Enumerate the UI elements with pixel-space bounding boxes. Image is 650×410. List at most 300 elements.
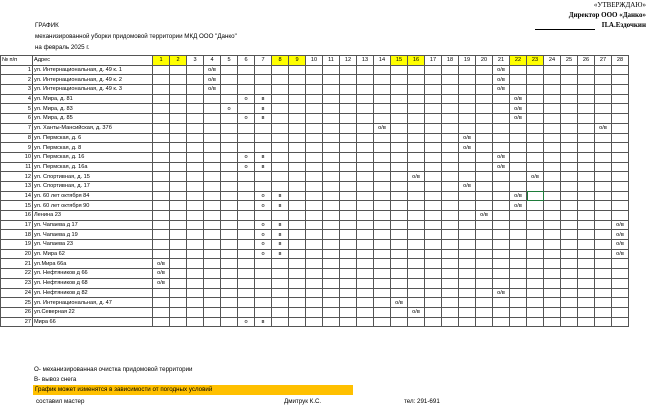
day-cell[interactable] — [561, 288, 578, 298]
day-cell[interactable] — [289, 75, 306, 85]
day-cell[interactable]: о/в — [459, 181, 476, 191]
day-cell[interactable]: в — [272, 220, 289, 230]
day-cell[interactable] — [578, 65, 595, 75]
day-cell[interactable] — [204, 269, 221, 279]
day-cell[interactable] — [323, 133, 340, 143]
day-cell[interactable] — [323, 65, 340, 75]
day-cell[interactable] — [323, 75, 340, 85]
day-cell[interactable] — [221, 307, 238, 317]
day-cell[interactable] — [595, 259, 612, 269]
day-cell[interactable] — [459, 123, 476, 133]
day-cell[interactable] — [459, 249, 476, 259]
day-cell[interactable] — [306, 123, 323, 133]
day-cell[interactable] — [595, 172, 612, 182]
day-cell[interactable] — [476, 181, 493, 191]
day-cell[interactable] — [408, 298, 425, 308]
day-cell[interactable] — [561, 211, 578, 221]
day-cell[interactable] — [442, 298, 459, 308]
day-cell[interactable] — [595, 317, 612, 327]
day-cell[interactable] — [578, 143, 595, 153]
day-cell[interactable] — [527, 317, 544, 327]
day-cell[interactable] — [544, 152, 561, 162]
day-cell[interactable] — [153, 114, 170, 124]
day-cell[interactable] — [544, 181, 561, 191]
day-cell[interactable]: о/в — [527, 172, 544, 182]
day-cell[interactable] — [221, 317, 238, 327]
day-cell[interactable] — [272, 133, 289, 143]
day-cell[interactable] — [561, 181, 578, 191]
day-cell[interactable] — [510, 181, 527, 191]
day-cell[interactable] — [391, 172, 408, 182]
day-cell[interactable] — [442, 201, 459, 211]
day-cell[interactable] — [187, 172, 204, 182]
day-cell[interactable] — [527, 191, 544, 201]
day-cell[interactable] — [408, 278, 425, 288]
day-cell[interactable] — [391, 288, 408, 298]
day-cell[interactable] — [527, 143, 544, 153]
day-cell[interactable] — [255, 259, 272, 269]
day-cell[interactable] — [578, 85, 595, 95]
day-cell[interactable] — [595, 104, 612, 114]
day-cell[interactable] — [442, 278, 459, 288]
day-cell[interactable] — [493, 278, 510, 288]
day-cell[interactable] — [493, 201, 510, 211]
day-cell[interactable] — [544, 85, 561, 95]
day-cell[interactable] — [221, 65, 238, 75]
day-cell[interactable] — [221, 288, 238, 298]
day-cell[interactable] — [510, 85, 527, 95]
day-cell[interactable] — [357, 230, 374, 240]
day-cell[interactable] — [595, 278, 612, 288]
day-cell[interactable] — [425, 143, 442, 153]
day-cell[interactable] — [170, 259, 187, 269]
day-cell[interactable] — [612, 114, 629, 124]
day-cell[interactable] — [238, 240, 255, 250]
day-cell[interactable] — [153, 317, 170, 327]
day-cell[interactable] — [306, 307, 323, 317]
day-cell[interactable] — [374, 152, 391, 162]
day-cell[interactable] — [255, 172, 272, 182]
day-cell[interactable] — [187, 259, 204, 269]
day-cell[interactable] — [544, 201, 561, 211]
day-cell[interactable] — [204, 230, 221, 240]
day-cell[interactable] — [612, 75, 629, 85]
day-cell[interactable] — [561, 269, 578, 279]
day-cell[interactable] — [357, 307, 374, 317]
day-cell[interactable] — [221, 133, 238, 143]
day-cell[interactable] — [544, 133, 561, 143]
day-cell[interactable] — [391, 104, 408, 114]
day-cell[interactable] — [391, 65, 408, 75]
day-cell[interactable] — [544, 317, 561, 327]
day-cell[interactable] — [527, 104, 544, 114]
day-cell[interactable] — [323, 114, 340, 124]
day-cell[interactable] — [323, 162, 340, 172]
day-cell[interactable] — [493, 123, 510, 133]
day-cell[interactable] — [238, 211, 255, 221]
day-cell[interactable] — [289, 114, 306, 124]
day-cell[interactable] — [340, 220, 357, 230]
day-cell[interactable] — [612, 65, 629, 75]
day-cell[interactable] — [391, 201, 408, 211]
day-cell[interactable] — [544, 143, 561, 153]
day-cell[interactable] — [510, 133, 527, 143]
day-cell[interactable] — [289, 288, 306, 298]
day-cell[interactable] — [425, 123, 442, 133]
day-cell[interactable]: о/в — [374, 123, 391, 133]
day-cell[interactable] — [544, 240, 561, 250]
day-cell[interactable] — [306, 152, 323, 162]
day-cell[interactable] — [544, 278, 561, 288]
day-cell[interactable] — [408, 152, 425, 162]
day-cell[interactable] — [289, 201, 306, 211]
day-cell[interactable] — [221, 298, 238, 308]
day-cell[interactable] — [595, 269, 612, 279]
day-cell[interactable] — [170, 240, 187, 250]
day-cell[interactable] — [374, 288, 391, 298]
day-cell[interactable]: о/в — [595, 123, 612, 133]
day-cell[interactable] — [459, 211, 476, 221]
day-cell[interactable] — [527, 249, 544, 259]
day-cell[interactable] — [578, 298, 595, 308]
day-cell[interactable] — [289, 162, 306, 172]
day-cell[interactable]: о/в — [612, 240, 629, 250]
day-cell[interactable] — [425, 259, 442, 269]
day-cell[interactable] — [306, 240, 323, 250]
day-cell[interactable] — [408, 75, 425, 85]
day-cell[interactable] — [442, 75, 459, 85]
day-cell[interactable] — [255, 65, 272, 75]
day-cell[interactable] — [544, 230, 561, 240]
day-cell[interactable] — [442, 288, 459, 298]
day-cell[interactable] — [187, 85, 204, 95]
day-cell[interactable] — [340, 191, 357, 201]
day-cell[interactable] — [561, 75, 578, 85]
day-cell[interactable] — [340, 114, 357, 124]
day-cell[interactable] — [323, 181, 340, 191]
day-cell[interactable] — [357, 269, 374, 279]
day-cell[interactable] — [425, 104, 442, 114]
day-cell[interactable] — [391, 85, 408, 95]
day-cell[interactable] — [170, 94, 187, 104]
day-cell[interactable] — [306, 104, 323, 114]
day-cell[interactable] — [578, 104, 595, 114]
day-cell[interactable] — [442, 85, 459, 95]
day-cell[interactable] — [289, 269, 306, 279]
day-cell[interactable] — [170, 288, 187, 298]
day-cell[interactable] — [425, 288, 442, 298]
day-cell[interactable] — [442, 220, 459, 230]
day-cell[interactable] — [340, 133, 357, 143]
day-cell[interactable] — [459, 114, 476, 124]
day-cell[interactable] — [595, 230, 612, 240]
day-cell[interactable] — [425, 220, 442, 230]
day-cell[interactable] — [306, 230, 323, 240]
day-cell[interactable] — [374, 75, 391, 85]
day-cell[interactable] — [442, 191, 459, 201]
day-cell[interactable] — [357, 317, 374, 327]
day-cell[interactable] — [340, 211, 357, 221]
day-cell[interactable]: о/в — [493, 75, 510, 85]
day-cell[interactable] — [578, 181, 595, 191]
day-cell[interactable] — [561, 259, 578, 269]
day-cell[interactable] — [510, 240, 527, 250]
day-cell[interactable] — [204, 201, 221, 211]
day-cell[interactable] — [578, 269, 595, 279]
day-cell[interactable] — [323, 259, 340, 269]
day-cell[interactable] — [170, 269, 187, 279]
day-cell[interactable] — [374, 114, 391, 124]
day-cell[interactable] — [238, 104, 255, 114]
day-cell[interactable] — [272, 211, 289, 221]
day-cell[interactable] — [272, 143, 289, 153]
day-cell[interactable] — [272, 114, 289, 124]
day-cell[interactable] — [527, 123, 544, 133]
day-cell[interactable] — [238, 191, 255, 201]
day-cell[interactable] — [221, 152, 238, 162]
day-cell[interactable] — [544, 65, 561, 75]
day-cell[interactable] — [221, 230, 238, 240]
day-cell[interactable] — [238, 298, 255, 308]
day-cell[interactable] — [425, 230, 442, 240]
day-cell[interactable] — [476, 65, 493, 75]
day-cell[interactable] — [527, 94, 544, 104]
day-cell[interactable] — [578, 307, 595, 317]
day-cell[interactable] — [306, 94, 323, 104]
day-cell[interactable] — [323, 172, 340, 182]
day-cell[interactable] — [306, 172, 323, 182]
day-cell[interactable] — [595, 133, 612, 143]
day-cell[interactable] — [425, 269, 442, 279]
day-cell[interactable] — [221, 114, 238, 124]
day-cell[interactable] — [578, 201, 595, 211]
day-cell[interactable] — [425, 133, 442, 143]
day-cell[interactable] — [272, 307, 289, 317]
day-cell[interactable] — [595, 75, 612, 85]
day-cell[interactable] — [595, 114, 612, 124]
day-cell[interactable] — [187, 75, 204, 85]
day-cell[interactable] — [306, 85, 323, 95]
day-cell[interactable] — [391, 278, 408, 288]
day-cell[interactable] — [170, 172, 187, 182]
day-cell[interactable] — [612, 191, 629, 201]
day-cell[interactable] — [374, 104, 391, 114]
day-cell[interactable] — [476, 298, 493, 308]
day-cell[interactable] — [306, 133, 323, 143]
day-cell[interactable] — [561, 152, 578, 162]
day-cell[interactable] — [459, 162, 476, 172]
day-cell[interactable] — [289, 152, 306, 162]
day-cell[interactable] — [408, 288, 425, 298]
day-cell[interactable] — [578, 249, 595, 259]
day-cell[interactable] — [595, 191, 612, 201]
day-cell[interactable] — [187, 133, 204, 143]
day-cell[interactable] — [612, 85, 629, 95]
day-cell[interactable] — [255, 123, 272, 133]
day-cell[interactable] — [255, 288, 272, 298]
day-cell[interactable] — [527, 133, 544, 143]
day-cell[interactable]: в — [272, 191, 289, 201]
day-cell[interactable] — [289, 133, 306, 143]
day-cell[interactable] — [561, 133, 578, 143]
day-cell[interactable] — [306, 269, 323, 279]
day-cell[interactable] — [221, 75, 238, 85]
day-cell[interactable] — [357, 240, 374, 250]
day-cell[interactable] — [153, 201, 170, 211]
day-cell[interactable] — [612, 307, 629, 317]
day-cell[interactable] — [442, 240, 459, 250]
day-cell[interactable] — [221, 143, 238, 153]
day-cell[interactable] — [442, 152, 459, 162]
day-cell[interactable] — [238, 123, 255, 133]
day-cell[interactable] — [561, 94, 578, 104]
day-cell[interactable] — [238, 278, 255, 288]
day-cell[interactable] — [357, 133, 374, 143]
day-cell[interactable] — [340, 94, 357, 104]
day-cell[interactable] — [391, 307, 408, 317]
day-cell[interactable] — [187, 104, 204, 114]
day-cell[interactable] — [493, 307, 510, 317]
day-cell[interactable] — [391, 133, 408, 143]
day-cell[interactable] — [374, 278, 391, 288]
day-cell[interactable] — [561, 65, 578, 75]
day-cell[interactable] — [408, 259, 425, 269]
day-cell[interactable] — [425, 85, 442, 95]
day-cell[interactable] — [289, 191, 306, 201]
day-cell[interactable] — [153, 123, 170, 133]
day-cell[interactable] — [374, 181, 391, 191]
day-cell[interactable] — [578, 94, 595, 104]
day-cell[interactable] — [561, 114, 578, 124]
day-cell[interactable] — [510, 123, 527, 133]
day-cell[interactable] — [425, 181, 442, 191]
day-cell[interactable] — [476, 278, 493, 288]
day-cell[interactable]: о/в — [510, 114, 527, 124]
day-cell[interactable] — [153, 230, 170, 240]
day-cell[interactable] — [510, 307, 527, 317]
day-cell[interactable] — [544, 162, 561, 172]
day-cell[interactable] — [238, 201, 255, 211]
day-cell[interactable] — [527, 298, 544, 308]
day-cell[interactable] — [612, 104, 629, 114]
day-cell[interactable] — [578, 240, 595, 250]
day-cell[interactable] — [340, 162, 357, 172]
day-cell[interactable] — [493, 298, 510, 308]
day-cell[interactable] — [153, 307, 170, 317]
day-cell[interactable]: о — [238, 317, 255, 327]
day-cell[interactable] — [442, 172, 459, 182]
day-cell[interactable] — [187, 114, 204, 124]
day-cell[interactable] — [374, 240, 391, 250]
day-cell[interactable] — [204, 211, 221, 221]
day-cell[interactable] — [204, 104, 221, 114]
day-cell[interactable] — [493, 172, 510, 182]
day-cell[interactable] — [527, 211, 544, 221]
day-cell[interactable] — [289, 172, 306, 182]
day-cell[interactable] — [153, 172, 170, 182]
day-cell[interactable] — [612, 259, 629, 269]
day-cell[interactable] — [612, 211, 629, 221]
day-cell[interactable] — [272, 259, 289, 269]
day-cell[interactable] — [374, 133, 391, 143]
day-cell[interactable] — [408, 249, 425, 259]
day-cell[interactable] — [612, 143, 629, 153]
day-cell[interactable] — [408, 162, 425, 172]
day-cell[interactable] — [170, 133, 187, 143]
day-cell[interactable] — [323, 191, 340, 201]
day-cell[interactable] — [459, 307, 476, 317]
day-cell[interactable] — [255, 278, 272, 288]
day-cell[interactable] — [255, 85, 272, 95]
day-cell[interactable] — [493, 94, 510, 104]
day-cell[interactable]: о/в — [408, 307, 425, 317]
day-cell[interactable] — [289, 307, 306, 317]
day-cell[interactable] — [289, 65, 306, 75]
day-cell[interactable] — [357, 278, 374, 288]
day-cell[interactable] — [204, 298, 221, 308]
day-cell[interactable] — [170, 201, 187, 211]
day-cell[interactable] — [340, 75, 357, 85]
day-cell[interactable] — [170, 278, 187, 288]
day-cell[interactable] — [170, 114, 187, 124]
day-cell[interactable] — [561, 191, 578, 201]
day-cell[interactable] — [187, 143, 204, 153]
day-cell[interactable] — [408, 240, 425, 250]
day-cell[interactable] — [255, 269, 272, 279]
day-cell[interactable] — [408, 114, 425, 124]
day-cell[interactable] — [459, 298, 476, 308]
day-cell[interactable]: о/в — [459, 143, 476, 153]
day-cell[interactable] — [527, 307, 544, 317]
day-cell[interactable] — [187, 152, 204, 162]
day-cell[interactable] — [187, 298, 204, 308]
day-cell[interactable] — [153, 133, 170, 143]
day-cell[interactable] — [153, 181, 170, 191]
day-cell[interactable] — [272, 162, 289, 172]
day-cell[interactable] — [425, 172, 442, 182]
day-cell[interactable]: о/в — [204, 75, 221, 85]
day-cell[interactable] — [493, 269, 510, 279]
day-cell[interactable]: о — [255, 230, 272, 240]
day-cell[interactable] — [221, 220, 238, 230]
day-cell[interactable] — [323, 94, 340, 104]
day-cell[interactable] — [306, 249, 323, 259]
day-cell[interactable]: о/в — [493, 162, 510, 172]
day-cell[interactable] — [187, 191, 204, 201]
day-cell[interactable] — [391, 75, 408, 85]
day-cell[interactable]: о/в — [510, 94, 527, 104]
day-cell[interactable] — [578, 220, 595, 230]
day-cell[interactable] — [493, 230, 510, 240]
day-cell[interactable] — [340, 249, 357, 259]
day-cell[interactable] — [357, 201, 374, 211]
day-cell[interactable] — [476, 191, 493, 201]
day-cell[interactable]: о — [255, 249, 272, 259]
day-cell[interactable] — [306, 75, 323, 85]
day-cell[interactable] — [170, 162, 187, 172]
day-cell[interactable] — [204, 94, 221, 104]
day-cell[interactable] — [170, 211, 187, 221]
day-cell[interactable] — [476, 317, 493, 327]
day-cell[interactable] — [221, 181, 238, 191]
day-cell[interactable] — [204, 123, 221, 133]
day-cell[interactable] — [493, 104, 510, 114]
day-cell[interactable] — [255, 307, 272, 317]
day-cell[interactable] — [527, 85, 544, 95]
day-cell[interactable] — [459, 152, 476, 162]
day-cell[interactable] — [408, 181, 425, 191]
day-cell[interactable] — [425, 298, 442, 308]
